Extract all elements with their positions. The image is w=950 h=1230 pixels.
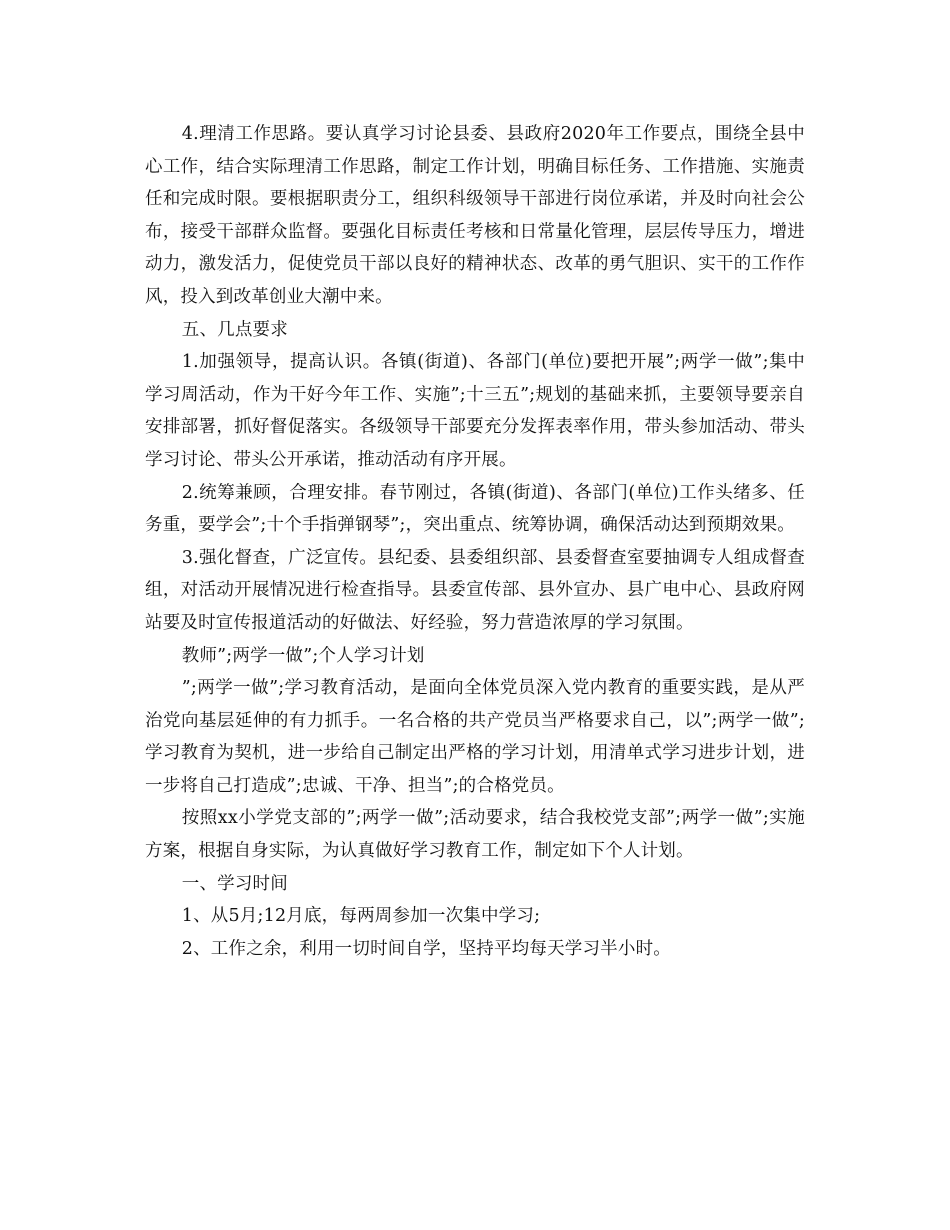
- heading-requirements: 五、几点要求: [181, 319, 288, 340]
- paragraph-supervision: 3.强化督查，广泛宣传。县纪委、县委组织部、县委督查室要抽调专人组成督查组，对活动开展情况进行检查指导。县委宣传部、县外宣办、县广电中心、县政府网站要及时宣传报道活动的好做法、好经验，努力营造浓厚的学习氛围。: [145, 547, 805, 633]
- list-item-self-study: 2、工作之余，利用一切时间自学，坚持平均每天学习半小时。: [181, 938, 671, 959]
- heading-teacher-plan: 教师”;两学一做”;个人学习计划: [181, 645, 425, 666]
- paragraph-plan-basis: 按照xx小学党支部的”;两学一做”;活动要求，结合我校党支部”;两学一做”;实施方案，根据自身实际，为认真做好学习教育工作，制定如下个人计划。: [145, 808, 805, 862]
- document-body: [145, 118, 805, 965]
- paragraph-work-approach: 4.理清工作思路。要认真学习讨论县委、县政府2020年工作要点，围绕全县中心工作，结合实际理清工作思路，制定工作计划，明确目标任务、工作措施、实施责任和完成时限。要根据职责分工，组织科级领导干部进行岗位承诺，并及时向社会公布，接受干部群众监督。要强化目标责任考核和日常量化管理，层层传导压力，增进动力，激发活力，促使党员干部以良好的精神状态、改革的勇气胆识、实干的工作作风，投入到改革创业大潮中来。: [145, 124, 805, 307]
- paragraph-coordination: 2.统筹兼顾，合理安排。春节刚过，各镇(街道)、各部门(单位)工作头绪多、任务重，要学会”;十个手指弹钢琴”;，突出重点、统筹协调，确保活动达到预期效果。: [145, 482, 805, 536]
- paragraph-plan-intro: ”;两学一做”;学习教育活动，是面向全体党员深入党内教育的重要实践，是从严治党向基层延伸的有力抓手。一名合格的共产党员当严格要求自己，以”;两学一做”;学习教育为契机，进一步给自己制定出严格的学习计划，用清单式学习进步计划，进一步将自己打造成”;忠诚、干净、担当”;的合格党员。: [145, 678, 805, 796]
- list-item-study-schedule: 1、从5月;12月底，每两周参加一次集中学习;: [181, 906, 541, 927]
- paragraph-leadership: 1.加强领导，提高认识。各镇(街道)、各部门(单位)要把开展”;两学一做”;集中学习周活动，作为干好今年工作、实施”;十三五”;规划的基础来抓，主要领导要亲自安排部署，抓好督促落实。各级领导干部要充分发挥表率作用，带头参加活动、带头学习讨论、带头公开承诺，推动活动有序开展。: [145, 352, 805, 470]
- heading-study-time: 一、学习时间: [181, 873, 288, 894]
